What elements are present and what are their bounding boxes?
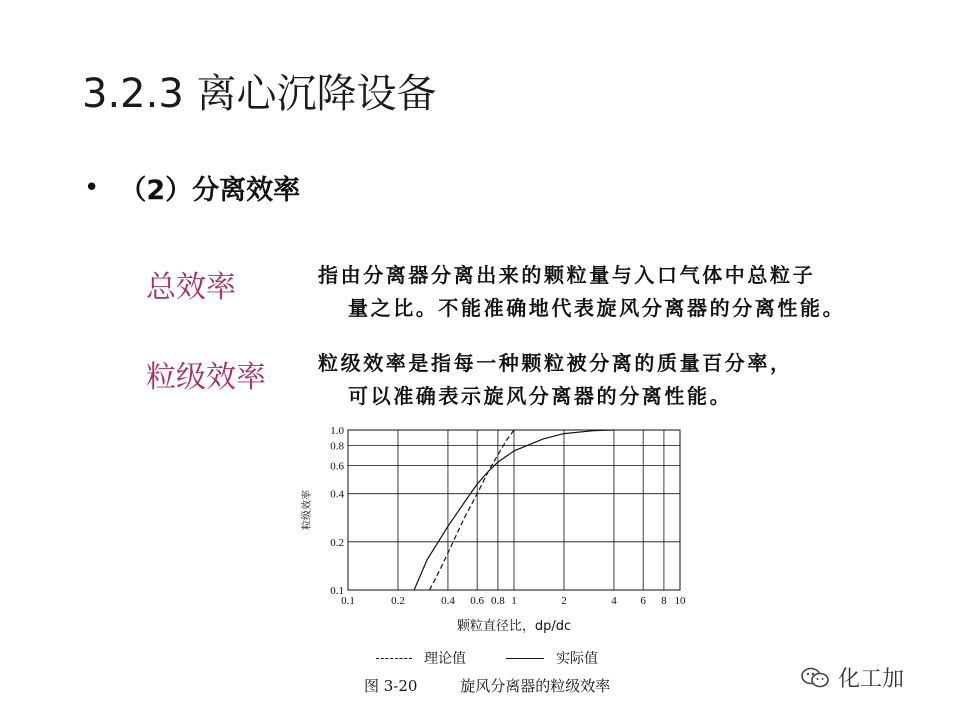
overall-efficiency-desc-line2: 量之比。不能准确地代表旋风分离器的分离性能。 — [348, 296, 846, 320]
x-tick-label: 0.1 — [341, 595, 355, 607]
x-axis-label: 颗粒直径比，dp/dc — [456, 619, 572, 634]
x-tick-label: 2 — [561, 595, 567, 607]
x-tick-label: 0.4 — [441, 595, 455, 607]
legend-solid-swatch — [506, 658, 544, 659]
legend-dashed-swatch — [376, 658, 412, 659]
y-tick-label: 0.4 — [330, 488, 344, 501]
subheading-row — [84, 168, 300, 207]
x-tick-label: 0.8 — [491, 595, 505, 607]
chart-legend — [376, 648, 598, 668]
y-axis-label: 粒级效率 — [302, 490, 313, 530]
x-tick-label: 0.2 — [391, 595, 405, 607]
figure-caption-number: 图 3-20 — [364, 677, 418, 695]
y-tick-label: 0.1 — [330, 585, 344, 597]
term-overall-efficiency: 总效率 — [146, 270, 236, 305]
watermark-text: 化工加 — [838, 667, 905, 692]
subheading: （2）分离效率 — [119, 175, 301, 206]
x-tick-label: 10 — [674, 595, 686, 607]
legend-solid-label: 实际值 — [556, 651, 598, 667]
figure-caption-text: 旋风分离器的粒级效率 — [460, 677, 611, 695]
y-tick-label: 0.6 — [330, 460, 344, 473]
figure-caption — [364, 675, 610, 696]
x-tick-label: 1 — [511, 595, 517, 607]
bullet-dot: • — [84, 172, 100, 203]
wechat-icon — [800, 666, 830, 690]
y-tick-label: 1.0 — [330, 425, 344, 437]
legend-dashed-label: 理论值 — [424, 651, 466, 667]
x-tick-label: 8 — [661, 595, 667, 607]
x-tick-label: 6 — [640, 595, 646, 607]
term-grade-efficiency: 粒级效率 — [146, 360, 266, 395]
grade-efficiency-chart — [292, 416, 712, 641]
series-theoretical-line — [430, 430, 514, 590]
x-tick-label: 0.6 — [470, 595, 485, 607]
grade-efficiency-desc-line2: 可以准确表示旋风分离器的分离性能。 — [348, 384, 733, 408]
x-tick-label: 4 — [611, 595, 617, 607]
grade-efficiency-desc-line1: 粒级效率是指每一种颗粒被分离的质量百分率， — [318, 351, 793, 375]
watermark — [800, 662, 904, 693]
y-tick-label: 0.2 — [330, 536, 344, 549]
slide-title: 3.2.3 离心沉降设备 — [82, 71, 437, 117]
overall-efficiency-desc-line1: 指由分离器分离出来的颗粒量与入口气体中总粒子 — [318, 263, 816, 287]
y-tick-label: 0.8 — [330, 440, 344, 453]
